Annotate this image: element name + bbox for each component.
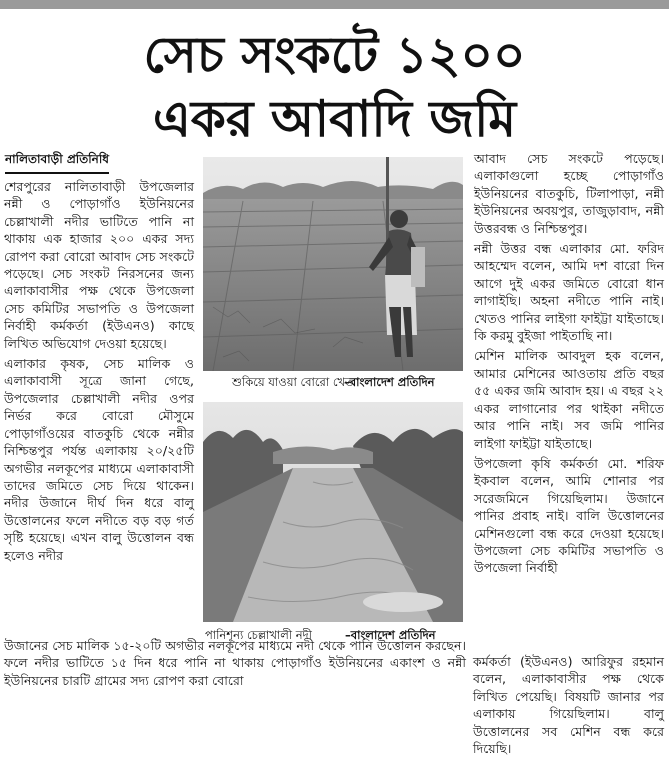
photo-dry-river [203,402,463,622]
headline-line-1: সেচ সংকটে ১২০০ [143,26,526,84]
article-bottom-right-text: কর্মকর্তা (ইউএনও) আরিফুর রহমান বলেন, এলাকাবাসীর পক্ষ থেকে লিখিত পেয়েছি। বিষয়টি জানার পর এলাকায় গিয়েছিলাম। বালু উত্তোলনের সব মেশিন বন্ধ করে দিয়েছি। [473,654,664,757]
byline: নালিতাবাড়ী প্রতিনিধি [5,151,109,174]
photo-caption-1: শুকিয়ে যাওয়া বোরো খেত [232,375,354,389]
paragraph: নন্নী উত্তর বন্ধ এলাকার মো. ফরিদ আহম্মেদ বলেন, আমি দশ বারো দিন আগে দুই একর জমিতে বোরো ধান লাগাইছি। অহনা নদীতে পানি নাই। খেতও পানির লাইগা ফাইট্টা যাইতাছে। কি করমু বুইজা পাইতাছি না। [474,241,664,344]
photo-credit-2: –বাংলাদেশ প্রতিদিন [345,628,436,642]
paragraph: মেশিন মালিক আবদুল হক বলেন, আমার মেশিনের আওতায় প্রতি বছর ৫৫ একর জমি আবাদ হয়। এ বছর ২২ একর লাগানোর পর থাইকা নদীতে আর পানি নাই। সব জমি পানির লাইগা ফাইট্টা যাইতাছে। [474,348,664,451]
article-column-1 [4,178,194,567]
paragraph: উপজেলা কৃষি কর্মকর্তা মো. শরিফ ইকবাল বলেন, আমি শোনার পর সরেজমিনে গিয়েছিলাম। উজানে পানির প্রবাহ নাই। বালি উত্তোলনের মেশিনগুলো বন্ধ করে দেওয়া হয়েছে। উপজেলা সেচ কমিটির সভাপতি ও উপজেলা নির্বাহী [474,455,664,576]
article-column-3 [474,150,664,580]
article-bottom-text: উজানের সেচ মালিক ১৫-২০টি অগভীর নলকূপের মাধ্যমে নদী থেকে পানি উত্তোলন করছেন। ফলে নদীর ভাটিতে ১৫ দিন ধরে পানি না থাকায় পোড়াগাঁও ইউনিয়নের একাংশ ও নন্নী ইউনিয়নের চারটি গ্রামের সদ্য রোপণ করা বোরো [4,638,466,688]
paragraph: এলাকার কৃষক, সেচ মালিক ও এলাকাবাসী সূত্রে জানা গেছে, উপজেলার চেল্লাখালী নদীর ওপর নির্ভর করে বোরো মৌসুমে পোড়াগাঁওয়ের বাতকুচি থেকে নন্নীর নিশ্চিন্তপুর পর্যন্ত এলাকায় ২০/২৫টি অগভীর নলকূপের মাধ্যমে এলাকাবাসী তাদের জমিতে সেচ দিয়ে থাকেন। নদীর উজানে দীর্ঘ দিন ধরে বালু উত্তোলনের ফলে নদীতে বড় বড় গর্ত সৃষ্টি হয়েছে। এখন বালু উত্তোলন বন্ধ হলেও নদীর [4,356,194,563]
photo-dry-field [203,157,463,371]
photo-caption-2: পানিশূন্য চেল্লাখালী নদী [205,628,312,642]
top-bar [0,0,669,9]
photo-credit-1: –বাংলাদেশ প্রতিদিন [344,375,435,389]
paragraph: শেরপুরের নালিতাবাড়ী উপজেলার নন্নী ও পোড়াগাঁও ইউনিয়নের চেল্লাখালী নদীর ভাটিতে পানি না থাকায় এক হাজার ২০০ একর সদ্য রোপণ করা বোরো আবাদ সেচ সংকটে পড়েছে। সেচ সংকট নিরসনের জন্য এলাকাবাসীর পক্ষ থেকে উপজেলা সেচ কমিটির সভাপতি ও উপজেলা নির্বাহী কর্মকর্তা (ইউএনও) কাছে লিখিত অভিযোগ দেওয়া হয়েছে। [4,179,194,351]
paragraph: আবাদ সেচ সংকটে পড়েছে। এলাকাগুলো হচ্ছে পোড়াগাঁও ইউনিয়নের বাতকুচি, টিলাপাড়া, নন্নী ইউনিয়নের অবয়পুর, তাজুড়াবাদ, নন্নী উত্তরবন্ধ ও নিশ্চিন্তপুর। [474,151,664,236]
headline-line-2: একর আবাদি জমি [152,90,517,148]
